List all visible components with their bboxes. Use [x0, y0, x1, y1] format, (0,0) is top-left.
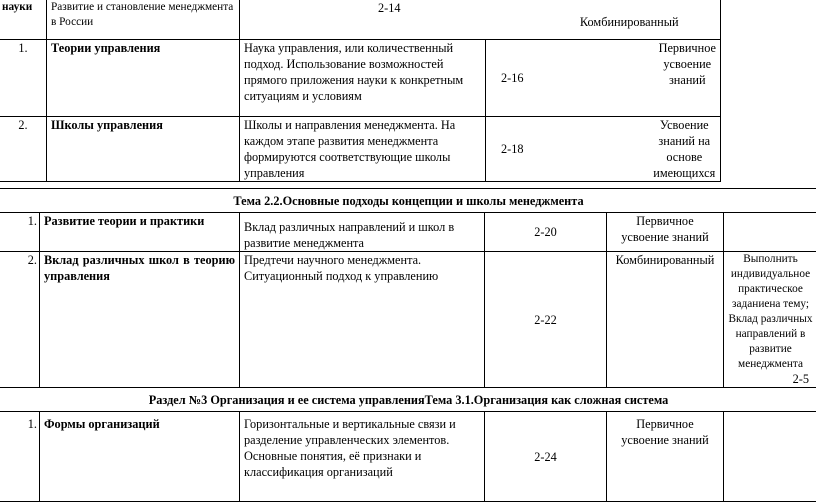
- table-row: [0, 117, 721, 182]
- cell-content: Вклад различных направлений и школ в развитие менеджмента: [240, 213, 485, 252]
- cell-type: Первичное усвоение знаний: [607, 412, 724, 502]
- table-row: [0, 412, 816, 502]
- cell-num: 1.: [0, 412, 40, 502]
- cell-num: 2.: [0, 252, 40, 388]
- cell-title: Теории управления: [47, 40, 240, 117]
- table-row: [0, 213, 816, 252]
- cell-title: Школы управления: [47, 117, 240, 182]
- cell-topic: Развитие и становление менеджмента в России: [47, 0, 240, 40]
- cell-content: Наука управления, или количественный подход. Использование возможностей прямого приложения науки к конкретным ситуациям и условиям: [240, 40, 486, 117]
- lesson-plan-table-bottom: [0, 188, 816, 502]
- cell-type: Усвоение знаний на основе имеющихся: [539, 117, 721, 182]
- cell-pages: 2-22: [485, 252, 607, 388]
- cell-content: Школы и направления менеджмента. На каждом этапе развития менеджмента формируются соответствующие школы управления: [240, 117, 486, 182]
- cell-type: Первичное усвоение знаний: [539, 40, 721, 117]
- table-row: [0, 189, 816, 213]
- cell-content: [240, 412, 485, 502]
- cell-type: Первичное усвоение знаний: [607, 213, 724, 252]
- cell-title: Развитие теории и практики: [40, 213, 240, 252]
- lesson-plan-table-top: [0, 0, 721, 182]
- cell-pages: 2-20: [485, 213, 607, 252]
- table-row: [0, 0, 721, 40]
- cell-num: 2.: [0, 117, 47, 182]
- table-row: [0, 40, 721, 117]
- content-part-a: Горизонтальные и вертикальные связи и разделение управленческих элементов.: [244, 416, 480, 448]
- cell-pages: 2-14: [240, 0, 539, 40]
- table-row: [0, 388, 816, 412]
- cell-col0: науки: [0, 0, 47, 40]
- cell-empty: [724, 213, 816, 252]
- table-row: [0, 252, 816, 388]
- cell-type: Комбинированный: [539, 0, 721, 40]
- cell-title: Формы организаций: [40, 412, 240, 502]
- cell-num: 1.: [0, 40, 47, 117]
- cell-pages: 2-24: [485, 412, 607, 502]
- cell-pages: 2-18: [486, 117, 539, 182]
- task-pages: 2-5: [726, 372, 815, 387]
- cell-empty: [724, 412, 816, 502]
- cell-content: Предтечи научного менеджмента. Ситуационный подход к управлению: [240, 252, 485, 388]
- cell-type: Комбинированный: [607, 252, 724, 388]
- section-header: Раздел №3 Организация и ее система управленияТема 3.1.Организация как сложная система: [0, 388, 816, 412]
- topic-header: Тема 2.2.Основные подходы концепции и школы менеджмента: [0, 189, 816, 213]
- cell-title: Вклад различных школ в теорию управления: [40, 252, 240, 388]
- cell-task: [724, 252, 816, 388]
- cell-pages: 2-16: [486, 40, 539, 117]
- task-text: Выполнить индивидуальное практическое заданиена тему; Вклад различных направлений в развитие менеджмента: [726, 252, 815, 372]
- content-part-b: Основные понятия, её признаки и классификация организаций: [244, 448, 480, 480]
- cell-num: 1.: [0, 213, 40, 252]
